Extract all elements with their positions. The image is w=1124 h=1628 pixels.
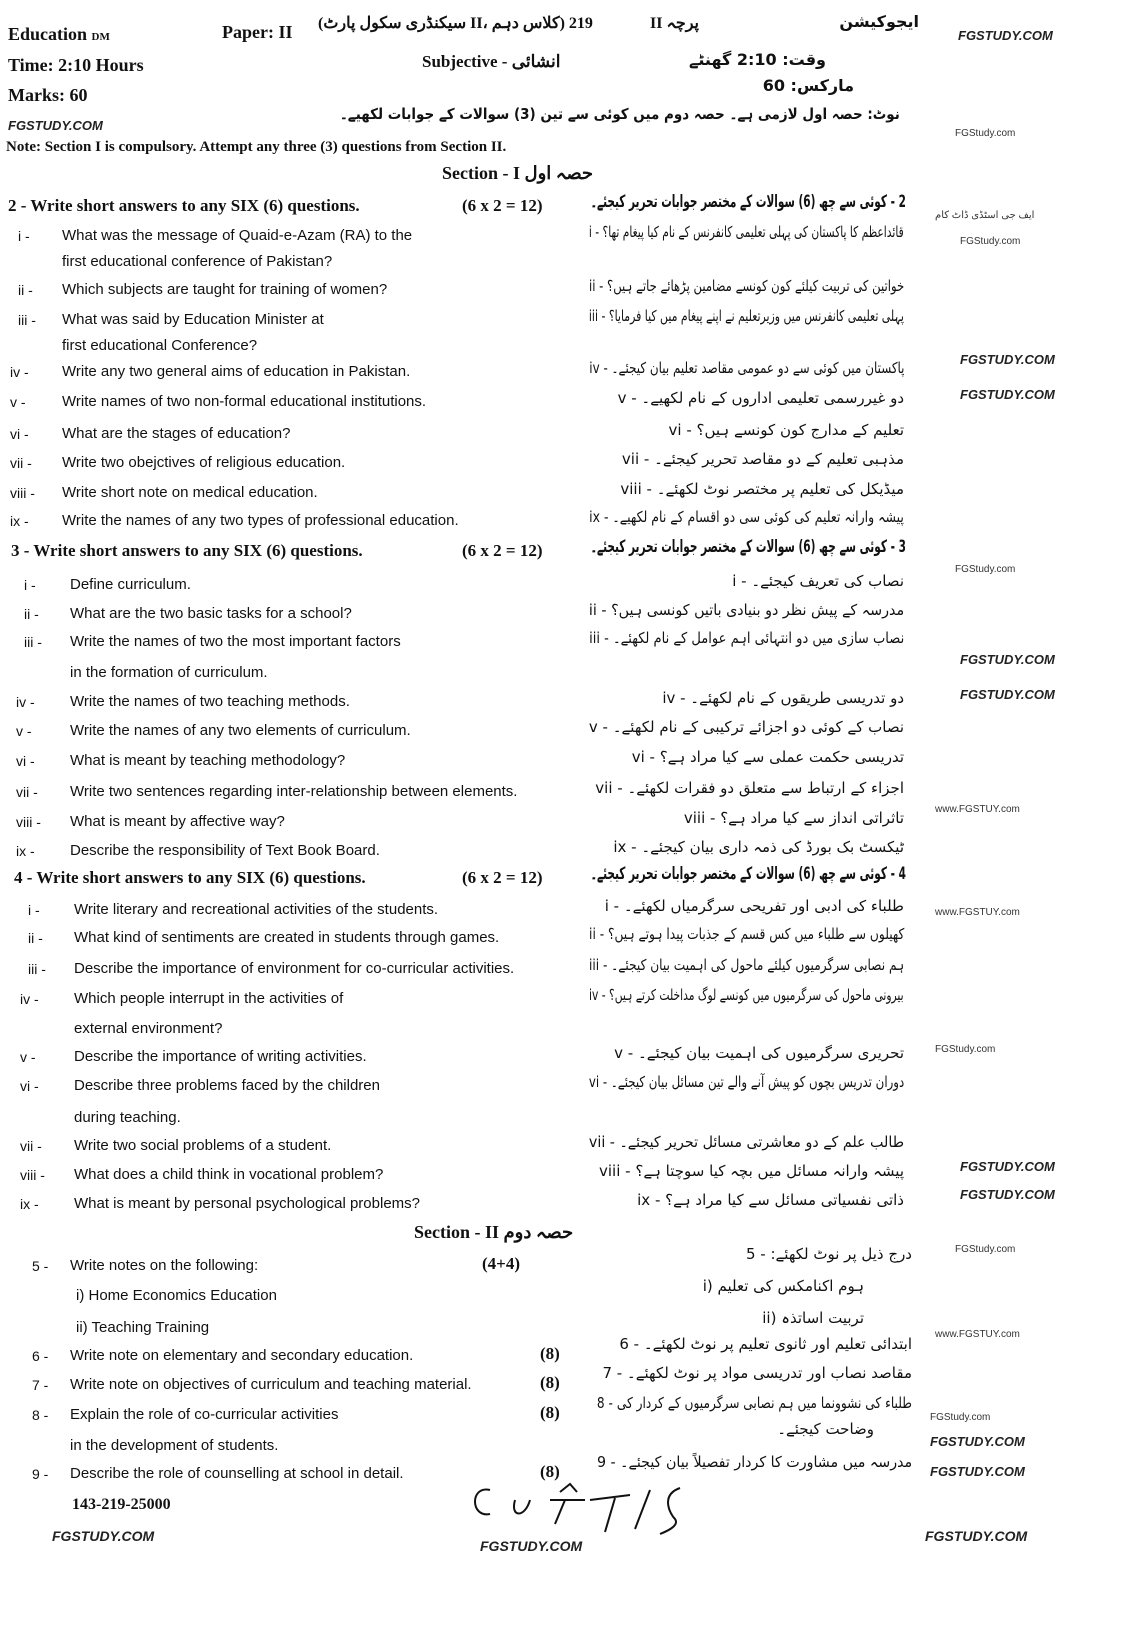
question-part-en: What is meant by teaching methodology? — [70, 752, 346, 769]
question-part-en: Write the names of any two elements of curriculum. — [70, 722, 411, 739]
section2-question-marks: (8) — [540, 1344, 560, 1363]
question-part-number: ii - — [24, 606, 39, 622]
question-part-en: Define curriculum. — [70, 576, 191, 593]
question-part-en: Which people interrupt in the activities of — [74, 990, 344, 1007]
section2-question-ur: طلباء کی نشوونما میں ہم نصابی سرگرمیوں کے کردار کی - 8 — [596, 1394, 912, 1412]
question-part-ur: تحریری سرگرمیوں کی اہمیت بیان کیجئے۔ - v — [614, 1044, 904, 1062]
question-part-ur: نصاب کے کوئی دو اجزائے ترکیبی کے نام لکھئے۔ - v — [588, 718, 904, 736]
question-part-number: v - — [20, 1049, 36, 1065]
watermark: FGSTUDY.COM — [8, 118, 103, 133]
section2-question-marks: (4+4) — [482, 1254, 521, 1273]
watermark-footer-center: FGSTUDY.COM — [480, 1538, 583, 1554]
question-part-en: external environment? — [74, 1020, 223, 1037]
question-part-ur: خواتین کی تربیت کیلئے کون کونسے مضامین پڑھائے جاتے ہیں؟ - ii — [588, 277, 904, 295]
question-part-en: during teaching. — [74, 1109, 181, 1126]
question-part-en: What is meant by affective way? — [70, 813, 285, 830]
watermark: FGSTUDY.COM — [960, 352, 1055, 367]
watermark: www.FGSTUY.com — [935, 907, 1020, 918]
watermark: FGSTUDY.COM — [930, 1434, 1025, 1449]
question-heading-en: 2 - Write short answers to any SIX (6) questions. — [8, 196, 360, 215]
question-part-en: Write short note on medical education. — [62, 484, 318, 501]
section-2-title: Section - II حصہ دوم — [414, 1222, 574, 1242]
question-part-en: Write any two general aims of education in Pakistan. — [62, 363, 411, 380]
question-part-en: Write two social problems of a student. — [74, 1137, 332, 1154]
question-part-en: What is meant by personal psychological problems? — [74, 1195, 421, 1212]
watermark: www.FGSTUY.com — [935, 1329, 1020, 1340]
note-ur: نوٹ: حصہ اول لازمی ہے۔ حصہ دوم میں کوئی سے تین (3) سوالات کے جوابات لکھیے۔ — [340, 105, 900, 123]
question-part-number: v - — [10, 394, 26, 410]
question-part-ur: کھیلوں سے طلباء میں کس قسم کے جذبات پیدا ہوتے ہیں؟ - ii — [588, 925, 904, 943]
marks-en: Marks: 60 — [8, 85, 88, 105]
question-part-en: first educational conference of Pakistan? — [62, 253, 333, 270]
question-part-number: v - — [16, 723, 32, 739]
question-part-en: Write literary and recreational activities of the students. — [74, 901, 439, 918]
watermark: FGStudy.com — [955, 564, 1016, 575]
paper-ur-title-text: (سیکنڈری سکول پارٹ II، کلاس دہم) — [318, 15, 565, 32]
question-part-number: i - — [24, 577, 36, 593]
section2-subpart-en: ii) Teaching Training — [76, 1319, 210, 1336]
question-part-en: What are the stages of education? — [62, 425, 291, 442]
question-part-en: What was said by Education Minister at — [62, 311, 324, 328]
question-part-number: ix - — [10, 513, 29, 529]
question-part-en: What does a child think in vocational problem? — [74, 1166, 384, 1183]
section2-question-ur: درج ذیل پر نوٹ لکھئے: - 5 — [745, 1245, 912, 1263]
section2-question-ur-cont: وضاحت کیجئے۔ — [777, 1420, 874, 1438]
question-part-number: viii - — [20, 1167, 45, 1183]
question-part-en: Write names of two non-formal educational institutions. — [62, 393, 427, 410]
section2-question-number: 7 - — [32, 1377, 49, 1393]
section2-question-en: Write note on elementary and secondary education. — [70, 1347, 414, 1364]
subject-en — [8, 24, 110, 47]
question-part-number: iii - — [24, 634, 42, 650]
watermark-footer-left: FGSTUDY.COM — [52, 1528, 155, 1544]
question-part-ur: پہلی تعلیمی کانفرنس میں وزیرتعلیم نے اپنے پیغام میں کیا فرمایا؟ - iii — [588, 307, 904, 325]
section2-question-en: Write notes on the following: — [70, 1257, 259, 1274]
question-part-number: i - — [18, 228, 30, 244]
time-ur: وقت: 2:10 گھنٹے — [689, 50, 826, 69]
watermark: FGStudy.com — [960, 236, 1021, 247]
question-heading-ur: 3 - کوئی سے چھ (6) سوالات کے مختصر جوابات تحریر کیجئے۔ — [590, 537, 906, 557]
time-en: Time: 2:10 Hours — [8, 55, 144, 75]
section2-question-marks: (8) — [540, 1373, 560, 1392]
section2-subpart-ur: ہوم اکنامکس کی تعلیم (i — [702, 1277, 864, 1295]
question-heading-en: 3 - Write short answers to any SIX (6) questions. — [11, 541, 363, 560]
section2-subpart-en: i) Home Economics Education — [76, 1287, 277, 1304]
question-part-number: i - — [28, 902, 40, 918]
question-part-number: ii - — [18, 282, 33, 298]
question-part-number: ii - — [28, 930, 43, 946]
paper-ur: پرچہ II — [650, 15, 699, 32]
watermark: FGStudy.com — [930, 1412, 991, 1423]
question-part-number: vi - — [16, 753, 35, 769]
question-part-ur: قائداعظم کا پاکستان کی پہلی تعلیمی کانفرنس کے نام کیا پیغام تھا؟ - i — [589, 223, 904, 241]
question-part-ur: میڈیکل کی تعلیم پر مختصر نوٹ لکھئے۔ - viii — [620, 480, 904, 498]
section2-question-en: Explain the role of co-curricular activities — [70, 1406, 339, 1423]
section2-question-marks: (8) — [540, 1462, 560, 1481]
subject-suffix: DM — [91, 31, 110, 43]
paper-en: Paper: II — [222, 22, 293, 42]
question-marks: (6 x 2 = 12) — [462, 196, 543, 215]
question-part-number: iv - — [20, 991, 39, 1007]
question-part-en: Write the names of two the most important factors — [70, 633, 401, 650]
section2-question-number: 9 - — [32, 1466, 49, 1482]
question-part-en: Write the names of any two types of professional education. — [62, 512, 459, 529]
subject-ur: ایجوکیشن — [839, 12, 919, 31]
paper-code: 219 — [568, 15, 593, 32]
question-part-ur: پاکستان میں کوئی سے دو عمومی مقاصد تعلیم بیان کیجئے۔ - iv — [588, 359, 904, 377]
watermark: FGSTUDY.COM — [960, 687, 1055, 702]
watermark: FGSTUDY.COM — [960, 652, 1055, 667]
question-part-number: viii - — [16, 814, 41, 830]
question-part-ur: تعلیم کے مدارج کون کونسے ہیں؟ - vi — [668, 421, 904, 439]
question-part-en: What kind of sentiments are created in students through games. — [74, 929, 500, 946]
section2-question-marks: (8) — [540, 1403, 560, 1422]
question-part-ur: ہم نصابی سرگرمیوں کیلئے ماحول کی اہمیت بیان کیجئے۔ - iii — [588, 956, 904, 974]
question-part-en: What was the message of Quaid-e-Azam (RA) to the — [62, 227, 413, 244]
paper-code-footer: 143-219-25000 — [72, 1496, 171, 1513]
question-part-ur: مدرسہ کے پیش نظر دو بنیادی باتیں کونسی ہیں؟ - ii — [588, 601, 904, 619]
question-part-number: vi - — [10, 426, 29, 442]
section2-question-ur: مدرسہ میں مشاورت کا کردار تفصیلاً بیان کیجئے۔ - 9 — [596, 1453, 912, 1471]
section2-subpart-ur: تربیت اساتذہ (ii — [762, 1309, 864, 1327]
question-heading-ur: 2 - کوئی سے چھ (6) سوالات کے مختصر جوابات تحریر کیجئے۔ — [590, 192, 906, 212]
section2-question-en: Describe the role of counselling at school in detail. — [70, 1465, 404, 1482]
question-part-number: iv - — [10, 364, 29, 380]
question-part-en: Write two obejctives of religious education. — [62, 454, 346, 471]
question-part-ur: مذہبی تعلیم کے دو مقاصد تحریر کیجئے۔ - vii — [621, 450, 904, 468]
question-part-ur: نصاب کی تعریف کیجئے۔ - i — [732, 572, 904, 590]
section2-question-number: 6 - — [32, 1348, 49, 1364]
question-part-en: Describe the responsibility of Text Book Board. — [70, 842, 380, 859]
watermark: FGSTUDY.COM — [958, 28, 1053, 43]
question-part-ur: پیشہ وارانہ تعلیم کی کوئی سی دو اقسام کے نام لکھیے۔ - ix — [589, 508, 904, 526]
question-part-en: Write the names of two teaching methods. — [70, 693, 350, 710]
watermark-footer-right: FGSTUDY.COM — [925, 1528, 1028, 1544]
section2-question-ur: مقاصد نصاب اور تدریسی مواد پر نوٹ لکھئے۔ - 7 — [602, 1364, 912, 1382]
watermark: FGSTUDY.COM — [960, 1187, 1055, 1202]
watermark: FGStudy.com — [935, 1044, 996, 1055]
signature-icon — [465, 1474, 715, 1536]
question-part-ur: طالب علم کے دو معاشرتی مسائل تحریر کیجئے۔ - vii — [588, 1133, 904, 1151]
question-part-en: What are the two basic tasks for a school? — [70, 605, 352, 622]
paper-ur-title — [318, 14, 593, 34]
question-part-en: Describe the importance of environment for co-curricular activities. — [74, 960, 515, 977]
question-part-en: Which subjects are taught for training of women? — [62, 281, 388, 298]
question-part-ur: تدریسی حکمت عملی سے کیا مراد ہے؟ - vi — [631, 748, 904, 766]
question-part-number: viii - — [10, 485, 35, 501]
question-part-ur: دوران تدریس بچوں کو پیش آنے والے تین مسائل بیان کیجئے۔ - vi — [588, 1073, 904, 1091]
question-part-ur: پیشہ وارانہ مسائل میں بچہ کیا سوچتا ہے؟ - viii — [599, 1162, 904, 1180]
section2-question-ur: ابتدائی تعلیم اور ثانوی تعلیم پر نوٹ لکھئے۔ - 6 — [619, 1335, 912, 1353]
question-part-number: iv - — [16, 694, 35, 710]
section2-question-en: in the development of students. — [70, 1437, 279, 1454]
subjective-label: Subjective - انشائی — [422, 52, 561, 71]
question-part-ur: دو غیررسمی تعلیمی اداروں کے نام لکھیے۔ - v — [617, 389, 904, 407]
question-heading-en: 4 - Write short answers to any SIX (6) questions. — [14, 868, 366, 887]
question-part-ur: ذاتی نفسیاتی مسائل سے کیا مراد ہے؟ - ix — [637, 1191, 904, 1209]
question-heading-ur: 4 - کوئی سے چھ (6) سوالات کے مختصر جوابات تحریر کیجئے۔ — [590, 864, 906, 884]
watermark: FGSTUDY.COM — [930, 1464, 1025, 1479]
watermark-ur: ایف جی اسٹڈی ڈاٹ کام — [935, 210, 1035, 221]
question-part-en: in the formation of curriculum. — [70, 664, 268, 681]
note-en: Note: Section I is compulsory. Attempt any three (3) questions from Section II. — [6, 139, 507, 155]
question-part-number: ix - — [16, 843, 35, 859]
question-part-en: first educational Conference? — [62, 337, 258, 354]
question-part-ur: دو تدریسی طریقوں کے نام لکھئے۔ - iv — [662, 689, 904, 707]
question-part-number: vii - — [10, 455, 32, 471]
watermark: www.FGSTUY.com — [935, 804, 1020, 815]
watermark: FGSTUDY.COM — [960, 387, 1055, 402]
question-part-en: Write two sentences regarding inter-relationship between elements. — [70, 783, 518, 800]
question-part-ur: اجزاء کے ارتباط سے متعلق دو فقرات لکھئے۔ - vii — [595, 779, 904, 797]
question-part-number: vii - — [16, 784, 38, 800]
watermark: FGSTUDY.COM — [960, 1159, 1055, 1174]
question-part-number: ix - — [20, 1196, 39, 1212]
question-marks: (6 x 2 = 12) — [462, 868, 543, 887]
question-part-ur: تاثراتی انداز سے کیا مراد ہے؟ - viii — [683, 809, 904, 827]
question-marks: (6 x 2 = 12) — [462, 541, 543, 560]
question-part-en: Describe three problems faced by the children — [74, 1077, 380, 1094]
marks-ur: مارکس: 60 — [762, 76, 854, 95]
question-part-ur: طلباء کی ادبی اور تفریحی سرگرمیاں لکھئے۔ - i — [604, 897, 904, 915]
section2-question-number: 5 - — [32, 1258, 49, 1274]
section2-question-number: 8 - — [32, 1407, 49, 1423]
section-1-title: Section - I حصہ اول — [442, 163, 594, 183]
watermark: FGStudy.com — [955, 128, 1016, 139]
watermark: FGStudy.com — [955, 1244, 1016, 1255]
question-part-number: iii - — [18, 312, 36, 328]
question-part-number: vii - — [20, 1138, 42, 1154]
question-part-ur: ٹیکسٹ بک بورڈ کی ذمہ داری بیان کیجئے۔ - ix — [613, 838, 904, 856]
question-part-number: iii - — [28, 961, 46, 977]
question-part-number: vi - — [20, 1078, 39, 1094]
question-part-en: Describe the importance of writing activities. — [74, 1048, 367, 1065]
question-part-ur: بیرونی ماحول کی سرگرمیوں میں کونسے لوگ مداخلت کرتے ہیں؟ - iv — [589, 986, 904, 1004]
question-part-ur: نصاب سازی میں دو انتہائی اہم عوامل کے نام لکھئے۔ - iii — [588, 629, 904, 647]
subject-label: Education — [8, 24, 88, 44]
section2-question-en: Write note on objectives of curriculum and teaching material. — [70, 1376, 472, 1393]
